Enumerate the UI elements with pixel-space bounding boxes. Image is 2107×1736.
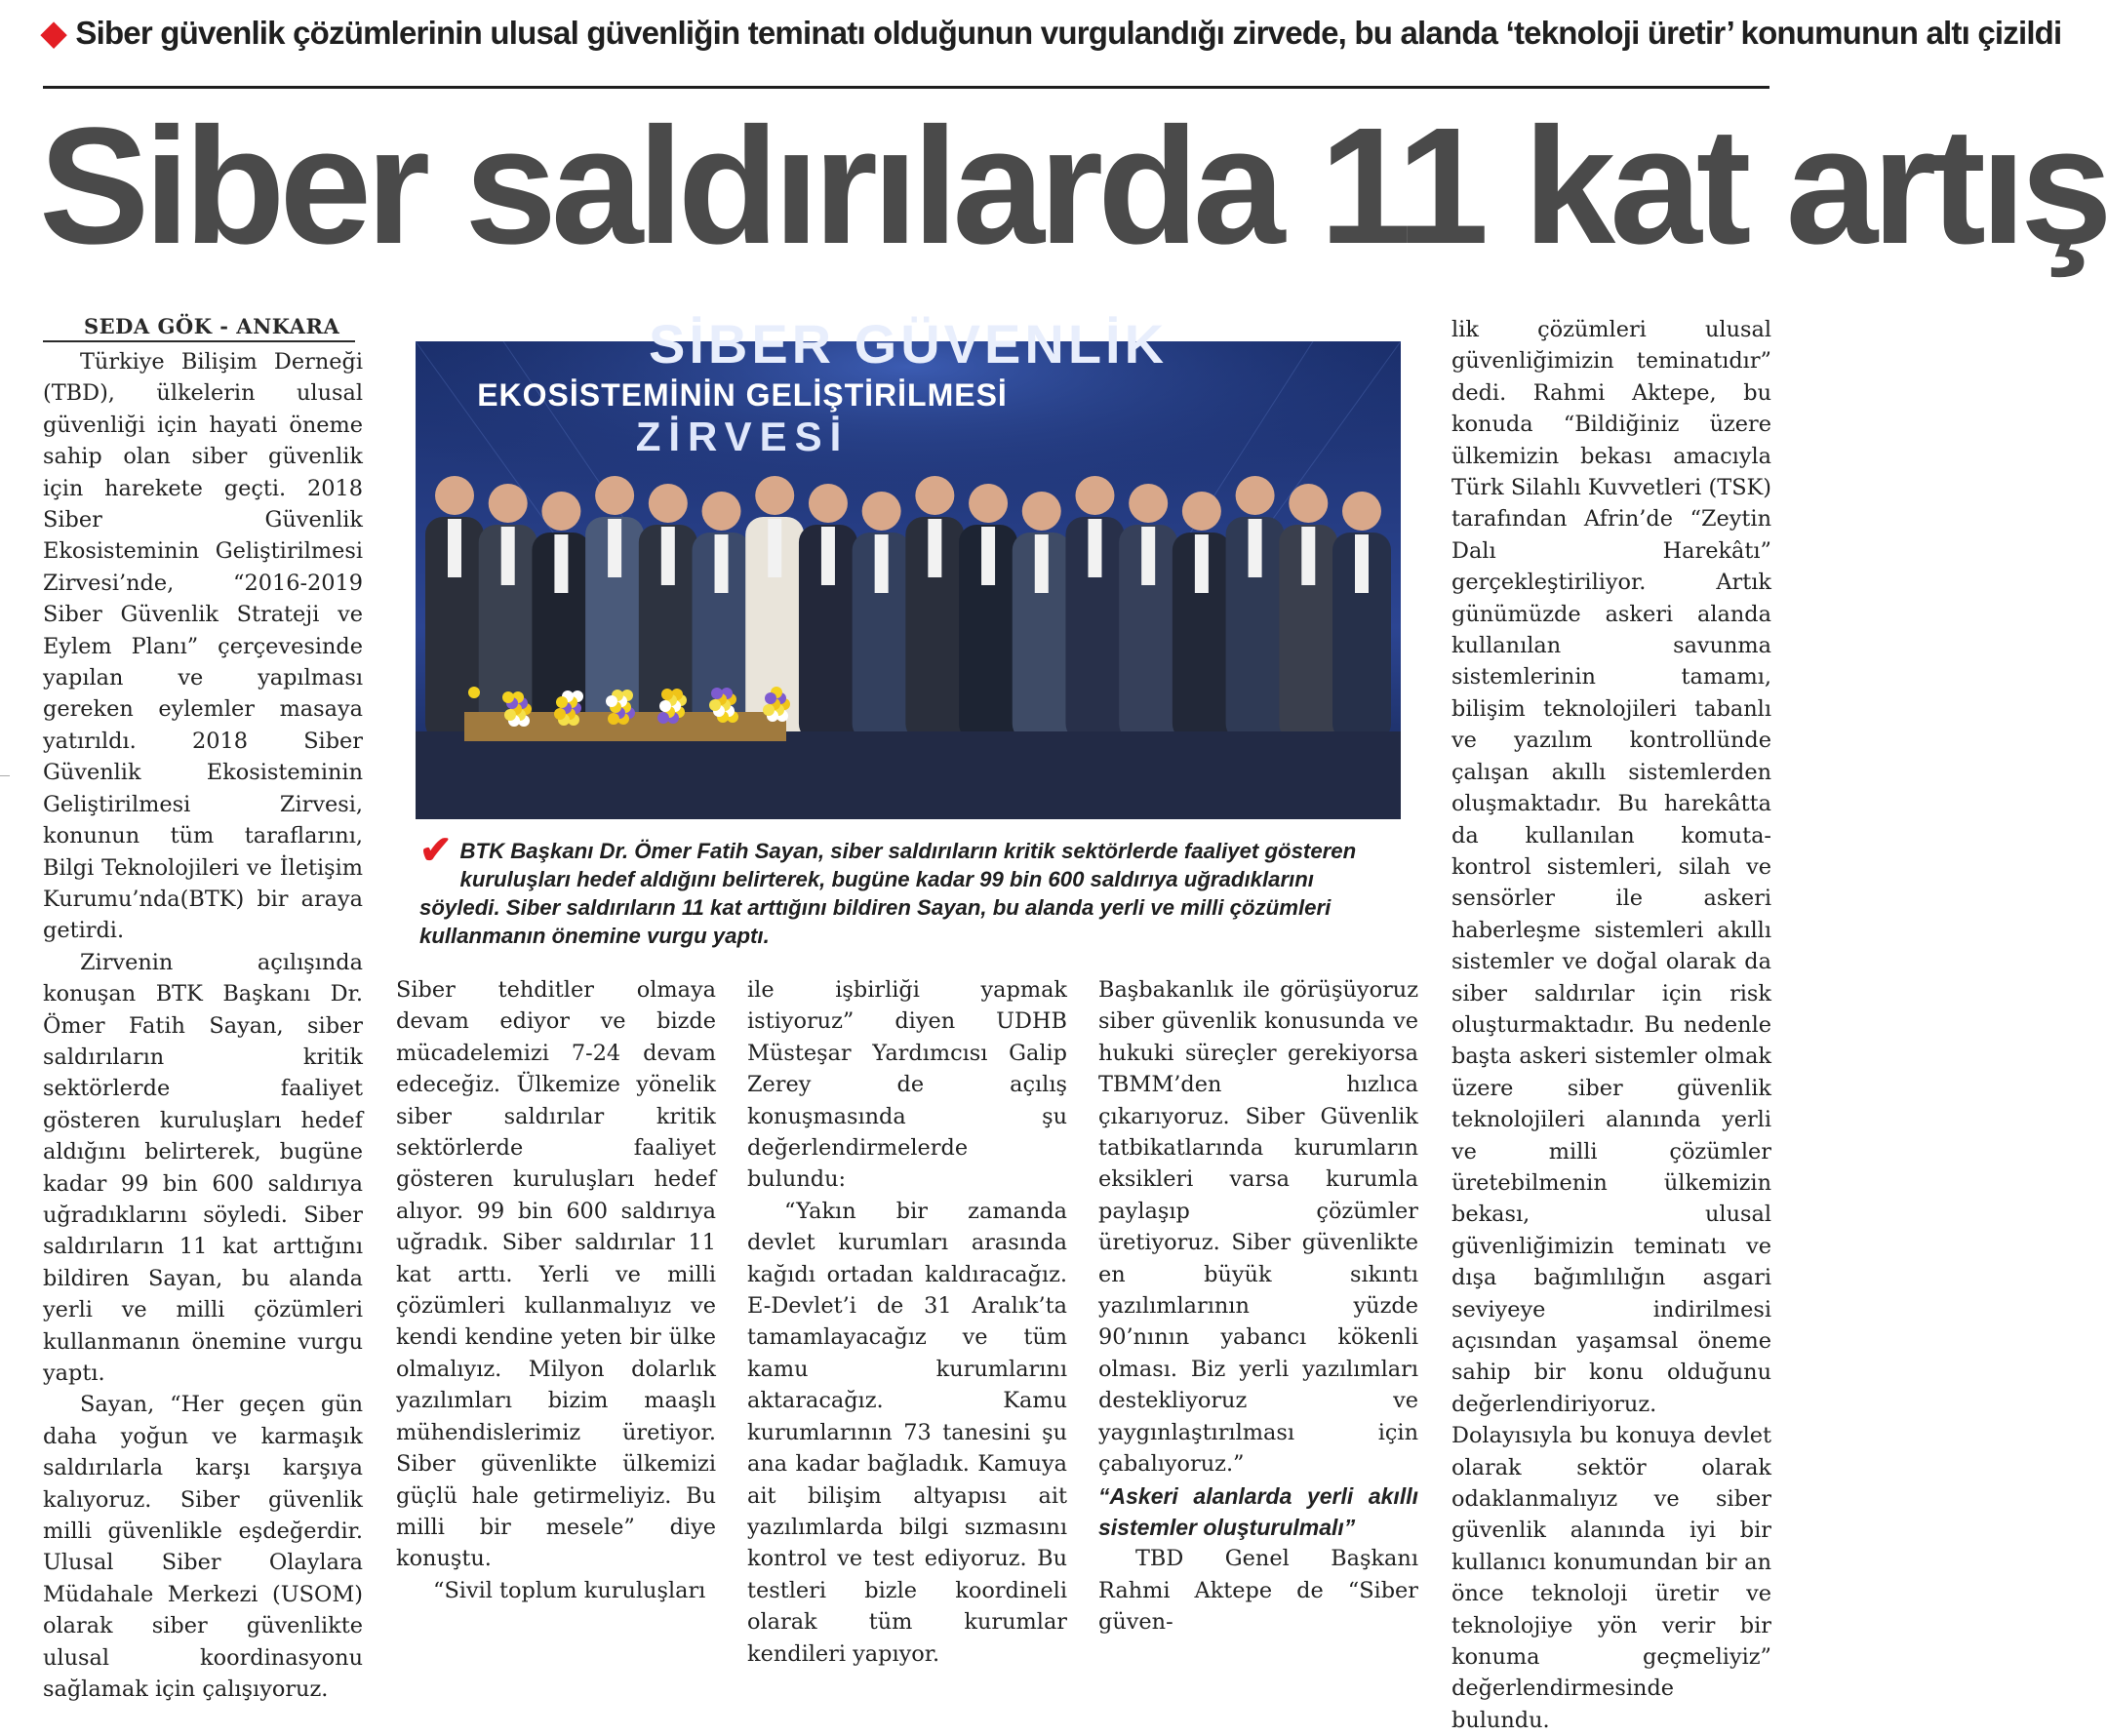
diamond-bullet-icon: ◆ [41,15,66,52]
check-mark-icon: ✔ [419,829,453,872]
paragraph: ile işbirliği yapmak istiyoruz” diyen UDHB Müsteşar Yardımcısı Galip Zerey de açılış konuşmasında şu değerlendirmelerde bulundu: [747,977,1067,1193]
banner-line-1: SİBER GÜVENLİK [648,313,1169,375]
paragraph: Zirvenin açılışında konuşan BTK Başkanı Dr. Ömer Fatih Sayan, siber saldırıların kritik sektörlerde faaliyet gösteren kuruluşları hedef aldığını belirterek, bugüne kadar 99 bin 600 saldırıya uğradıklarını söyledi. Siber saldırıların 11 kat arttığını bildiren Sayan, bu alanda yerli ve milli çözümleri kullanmanın önemine vurgu yaptı. [43,949,363,1386]
flower [709,699,721,711]
paragraph: Türkiye Bilişim Derneği (TBD), ülkelerin ulusal güvenliği için hayati öneme sahip olan siber güvenlik için harekete geçti. 2018 Siber Güvenlik Ekosisteminin Geliştirilmesi Zirvesi’nde, “2016-2019 Siber Güvenlik Strateji ve Eylem Planı” çerçevesinde yapılan ve yapılması gereken eylemler masaya yatırıldı. 2018 Siber Güvenlik Ekosisteminin Geliştirilmesi Zirvesi, konunun tüm taraflarını, Bilgi Teknolojileri ve İletişim Kurumu’nda(BTK) bir araya getirdi. [43,349,363,944]
kicker-rule [43,86,1769,89]
paragraph: “Sivil toplum kuruluşları [433,1577,706,1603]
paragraph: “Yakın bir zamanda devlet kurumları arasında kağıdı ortadan kaldıracağız. E-Devlet’i de 31 Aralık’ta tamamlayacağız ve tüm kamu kurumlarını aktaracağız. Kamu kurumlarının 73 tanesini şu ana kadar bağladık. Kamuya ait bilişim altyapısı ait yazılımlarda bilgi sızmasını kontrol ve test ediyoruz. Bu testleri bizle koordineli olarak tüm kurumlar kendileri yapıyor. [747,1198,1067,1667]
byline-rule [43,340,355,342]
flower [556,696,568,708]
flower [763,704,775,716]
flower [606,695,617,707]
column-3 [747,974,1067,1670]
byline: SEDA GÖK - ANKARA [84,314,340,338]
event-photo [416,313,1401,819]
paragraph: TBD Genel Başkanı Rahmi Aktepe de “Siber güven- [1098,1546,1418,1636]
column-5 [1451,314,1771,1736]
flower [711,688,723,699]
event-photo-illustration [416,313,1401,819]
column-1 [43,346,363,1705]
flower [502,691,514,703]
paragraph: Sayan, “Her geçen gün daha yoğun ve karmaşık saldırılarla karşı karşıya kalıyoruz. Siber güvenlik milli güvenlikle eşdeğerdir. Ulusal Siber Olaylara Müdahale Merkezi (USOM) olarak siber güvenlikte ulusal koordinasyonu sağlamak için çalışıyoruz. [43,1392,363,1703]
caption-text: BTK Başkanı Dr. Ömer Fatih Sayan, siber saldırıların kritik sektörlerde faaliyet gösteren kuruluşları hedef aldığını belirterek, bugüne kadar 99 bin 600 saldırıya uğradıklarını söyledi. Siber saldırıların 11 kat arttığını bildiren Sayan, bu alanda yerli ve milli çözümleri kullanmanın önemine vurgu yaptı. [419,839,1357,948]
banner-line-2: EKOSİSTEMİNİN GELİŞTİRİLMESİ [477,377,1008,413]
flower [661,689,673,700]
margin-tick [0,775,10,776]
flower [659,700,671,712]
paragraph: Siber tehditler olmaya devam ediyor ve bizde mücadelemizi 7-24 devam edeceğiz. Ülkemize yönelik siber saldırılar kritik sektörlerde faaliyet gösteren kuruluşları hedef alıyor. 99 bin 600 saldırıya uğradık. Siber saldırılar 11 kat arttı. Yerli ve milli çözümleri kullanmalıyız ve kendi kendine yeten bir ülke olmalıyız. Milyon dolarlık yazılımları bizim maaşlı mühendislerimiz üretiyor. Siber güvenlikte ülkemizi güçlü hale getirmeliyiz. Bu milli bir mesele” diye konuştu. [396,977,716,1572]
flower [608,713,619,725]
flower [657,712,669,724]
flower [554,708,566,720]
flower [765,692,776,704]
column-4 [1098,974,1418,1638]
kicker [41,14,2062,53]
banner-line-3: ZİRVESİ [635,414,850,459]
paragraph: lik çözümleri ulusal güvenliğimizin teminatıdır” dedi. Rahmi Aktepe, bu konuda “Bildiğiniz üzere ülkemizin bekası amacıyla Türk Silahlı Kuvvetleri (TSK) tarafından Afrin’de “Zeytin Dalı Harekâtı” gerçekleştiriliyor. Artık günümüzde askeri alanda kullanılan savunma sistemlerinin tamamı, bilişim teknolojileri tabanlı ve yazılım kontrollünde çalışan akıllı sistemlerden oluşmaktadır. Bu harekâtta da kullanılan komuta-kontrol sistemleri, silah ve sensörler ile askeri haberleşme sistemleri akıllı sistemler ve doğal olarak da siber saldırılar için risk oluşturmaktadır. Bu nedenle başta askeri sistemler olmak üzere siber güvenlik teknolojileri alanında yerli ve milli çözümler üretebilmenin ülkemizin bekası, ulusal güvenliğimizin teminatı ve dışa bağımlılığın asgari seviyeye indirilmesi açısından yaşamsal öneme sahip bir konu olduğunu değerlendiriyoruz. Dolayısıyla bu konuya devlet olarak sektör olarak odaklanmalıyız ve siber güvenlik alanında iyi bir kullanıcı konumundan bir an önce teknoloji üretir ve teknolojiye yön verir bir konuma geçmeliyiz” değerlendirmesinde bulundu. [1451,317,1771,1733]
flower [504,709,516,721]
paragraph: Başbakanlık ile görüşüyoruz siber güvenlik konusunda ve hukuki süreçler gerekiyorsa TBMM’den hızlıca çıkarıyoruz. Siber Güvenlik tatbikatlarında kurumların eksikleri varsa kurumla paylaşıp çözümler üretiyoruz. Siber güvenlikte en büyük sıkıntı yazılımlarının yüzde 90’nının yabancı kökenli olması. Biz yerli yazılımları destekliyoruz ve yaygınlaştırılması için çabalıyoruz.” [1098,977,1418,1478]
subheading: “Askeri alanlarda yerli akıllı sistemler oluşturulmalı” [1098,1482,1418,1540]
headline: Siber saldırılarda 11 kat artış [39,94,2107,279]
column-2 [396,974,716,1606]
flower [468,687,480,698]
photo-caption [419,829,1395,950]
kicker-text: Siber güvenlik çözümlerinin ulusal güvenliğin teminatı olduğunun vurgulandığı zirvede, bu alanda ‘teknoloji üretir’ konumunun altı çizildi [75,15,2062,51]
